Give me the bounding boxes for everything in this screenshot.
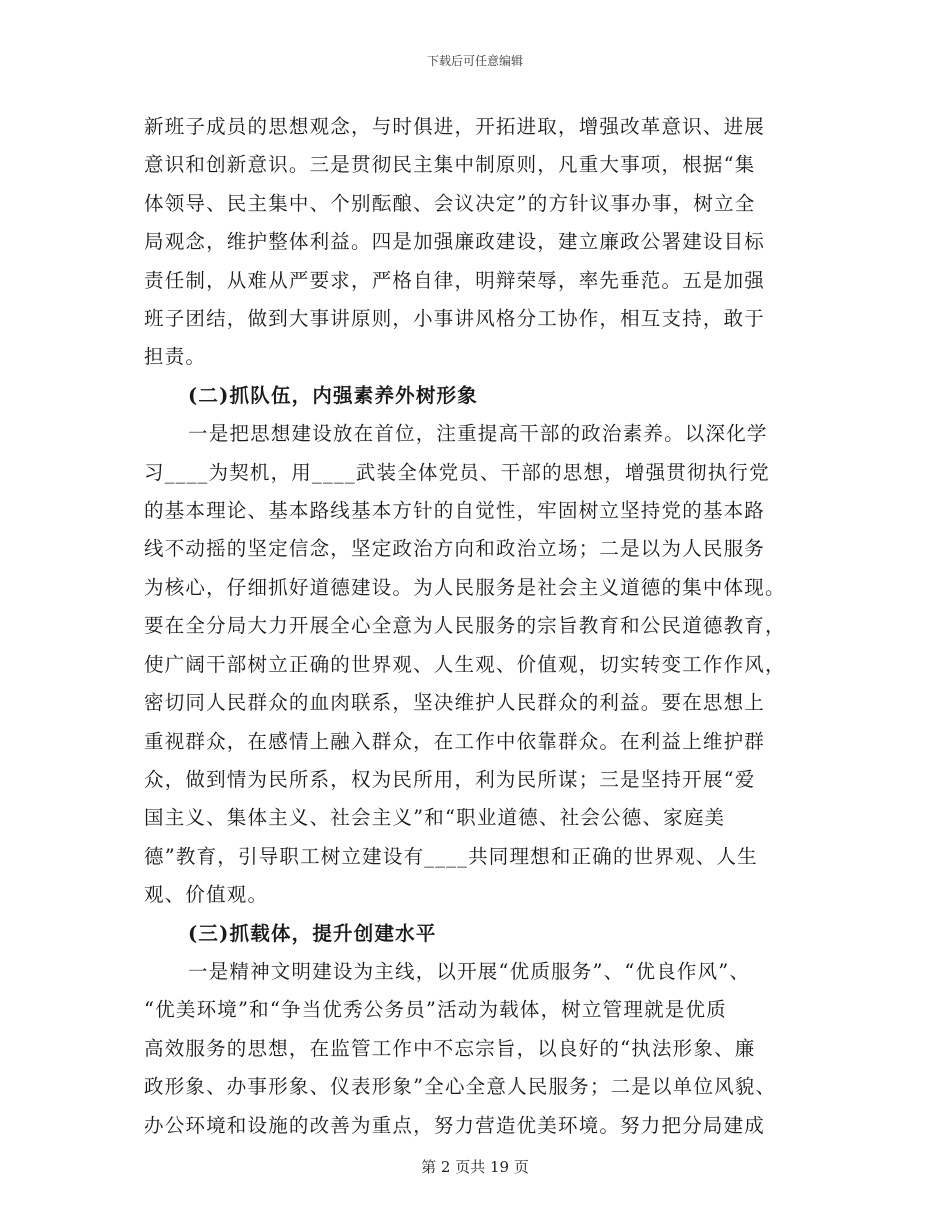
text-line: 政形象、办事形象、仪表形象”全心全意人民服务；二是以单位风貌、 [144, 1075, 777, 1099]
text-line: 担责。 [144, 345, 207, 369]
text-line: 体领导、民主集中、个别酝酿、会议决定”的方针议事办事，树立全 [144, 191, 756, 215]
text-line: 为核心，仔细抓好道德建设。为人民服务是社会主义道德的集中体现。 [144, 575, 786, 599]
text-line: 众，做到情为民所系，权为民所用，利为民所谋；三是坚持开展“爱 [144, 767, 756, 791]
text-line: 办公环境和设施的改善为重点，努力营造优美环境。努力把分局建成 [144, 1113, 766, 1137]
text-line: 高效服务的思想，在监管工作中不忘宗旨，以良好的“执法形象、廉 [144, 1036, 756, 1060]
text-line: 班子团结，做到大事讲原则，小事讲风格分工协作，相互支持，敢于 [144, 307, 766, 331]
text-line: “优美环境”和“争当优秀公务员”活动为载体，树立管理就是优质 [144, 998, 727, 1022]
text-line: 观、价值观。 [144, 883, 269, 907]
text-line: 国主义、集体主义、社会主义”和“职业道德、社会公德、家庭美 [144, 806, 726, 830]
text-line: 习____为契机，用____武装全体党员、干部的思想，增强贯彻执行党 [144, 460, 770, 484]
text-line: 意识和创新意识。三是贯彻民主集中制原则，凡重大事项，根据“集 [144, 153, 756, 177]
text-line: 密切同人民群众的血肉联系，坚决维护人民群众的利益。要在思想上 [144, 691, 766, 715]
text-line: 使广阔干部树立正确的世界观、人生观、价值观，切实转变工作作风， [144, 652, 786, 676]
text-line: 德”教育，引导职工树立建设有____共同理想和正确的世界观、人生 [144, 844, 758, 868]
text-line: 新班子成员的思想观念，与时俱进，开拓进取，增强改革意识、进展 [144, 115, 766, 138]
text-line: 责任制，从难从严要求，严格自律，明辩荣辱，率先垂范。五是加强 [144, 268, 766, 292]
text-line: 重视群众，在感情上融入群众，在工作中依靠群众。在利益上维护群 [144, 729, 766, 753]
document-body [144, 108, 806, 1145]
paragraph-team [144, 415, 806, 914]
paragraph-leadership [144, 108, 806, 377]
text-line: 一是把思想建设放在首位，注重提高干部的政治素养。以深化学 [188, 422, 768, 446]
text-line: 局观念，维护整体利益。四是加强廉政建设，建立廉政公署建设目标 [144, 230, 766, 254]
section-heading-carrier: (三)抓载体，提升创建水平 [188, 921, 437, 945]
page-footer: 第 2 页共 19 页 [421, 1158, 529, 1176]
section-heading-team: (二)抓队伍，内强素养外树形象 [188, 383, 478, 407]
paragraph-carrier [144, 953, 806, 1145]
text-line: 的基本理论、基本路线基本方针的自觉性，牢固树立坚持党的基本路 [144, 499, 766, 523]
text-line: 要在全分局大力开展全心全意为人民服务的宗旨教育和公民道德教育， [144, 614, 786, 638]
text-line: 一是精神文明建设为主线，以开展“优质服务”、“优良作风”、 [188, 959, 751, 983]
text-line: 线不动摇的坚定信念，坚定政治方向和政治立场；二是以为人民服务 [144, 537, 766, 561]
page-header: 下载后可任意编辑 [426, 54, 523, 68]
